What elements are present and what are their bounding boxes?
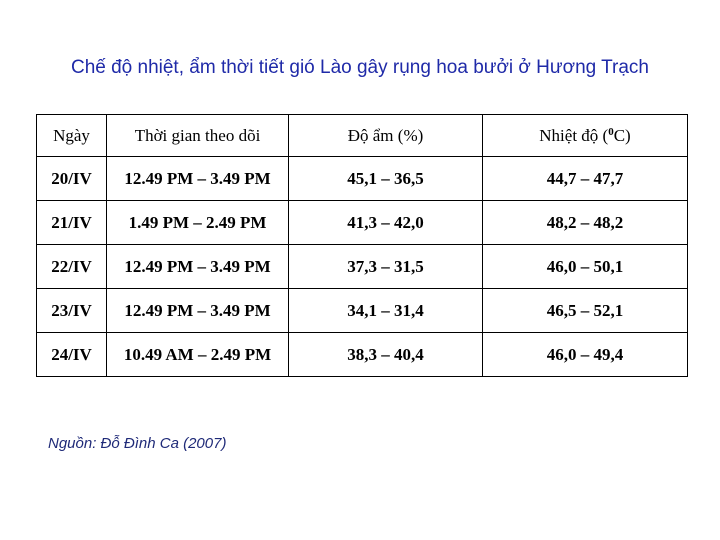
cell-temperature: 46,0 – 50,1: [483, 245, 688, 289]
header-temperature-prefix: Nhiệt độ (: [539, 125, 609, 145]
table-row: [37, 157, 688, 201]
table-row: [37, 201, 688, 245]
cell-time: 12.49 PM – 3.49 PM: [107, 245, 289, 289]
table-header-row: [37, 115, 688, 157]
cell-humidity: 38,3 – 40,4: [289, 333, 483, 377]
cell-humidity: 45,1 – 36,5: [289, 157, 483, 201]
table-row: [37, 245, 688, 289]
header-temperature: [483, 115, 688, 157]
cell-date: 22/IV: [37, 245, 107, 289]
cell-time: 10.49 AM – 2.49 PM: [107, 333, 289, 377]
cell-temperature: 48,2 – 48,2: [483, 201, 688, 245]
weather-table: [36, 114, 688, 377]
page-title: Chế độ nhiệt, ẩm thời tiết gió Lào gây rụng hoa bưởi ở Hương Trạch: [70, 57, 650, 78]
cell-temperature: 46,0 – 49,4: [483, 333, 688, 377]
cell-time: 12.49 PM – 3.49 PM: [107, 157, 289, 201]
table-row: [37, 289, 688, 333]
cell-date: 23/IV: [37, 289, 107, 333]
cell-time: 1.49 PM – 2.49 PM: [107, 201, 289, 245]
cell-humidity: 41,3 – 42,0: [289, 201, 483, 245]
source-caption: Nguồn: Đỗ Đình Ca (2007): [48, 435, 227, 452]
cell-date: 21/IV: [37, 201, 107, 245]
header-date: Ngày: [37, 115, 107, 157]
cell-humidity: 34,1 – 31,4: [289, 289, 483, 333]
cell-date: 24/IV: [37, 333, 107, 377]
header-humidity: Độ ẩm (%): [289, 115, 483, 157]
degree-superscript: 0: [608, 125, 614, 138]
cell-humidity: 37,3 – 31,5: [289, 245, 483, 289]
header-time: Thời gian theo dõi: [107, 115, 289, 157]
cell-temperature: 46,5 – 52,1: [483, 289, 688, 333]
table-row: [37, 333, 688, 377]
header-temperature-suffix: C): [613, 125, 631, 145]
cell-temperature: 44,7 – 47,7: [483, 157, 688, 201]
cell-time: 12.49 PM – 3.49 PM: [107, 289, 289, 333]
cell-date: 20/IV: [37, 157, 107, 201]
